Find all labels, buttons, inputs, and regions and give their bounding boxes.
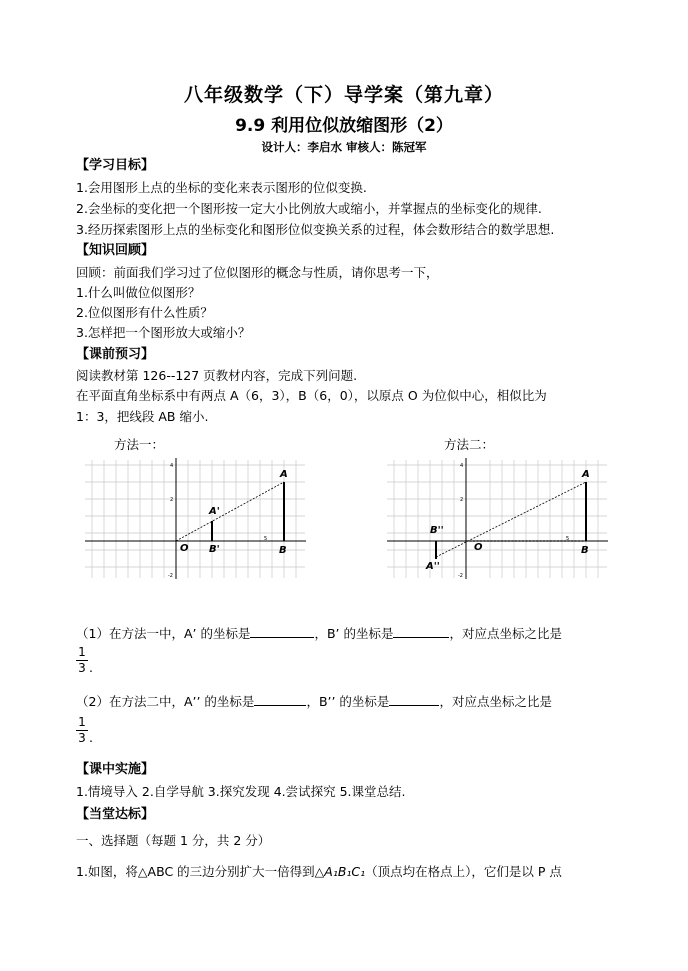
- y-tick-neg2: -2: [458, 573, 463, 579]
- point-b-label: B: [581, 545, 589, 556]
- goal-item: 1.会用图形上点的坐标的变化来表示图形的位似变换.: [76, 180, 367, 195]
- answer-blank-a-double-prime[interactable]: [254, 705, 306, 706]
- origin-label: O: [474, 542, 483, 553]
- practice-heading: 【当堂达标】: [76, 807, 155, 822]
- y-tick-2: 2: [170, 497, 174, 503]
- coordinate-graph-method-two: [382, 455, 612, 590]
- point-a-prime-label: A': [209, 506, 220, 517]
- method-one-label: 方法一：: [114, 437, 165, 452]
- preview-heading: 【课前预习】: [76, 347, 155, 362]
- y-tick-4: 4: [170, 463, 174, 469]
- answer-blank-b-prime[interactable]: [393, 637, 449, 638]
- goal-item: 2.会坐标的变化把一个图形按一定大小比例放大或缩小，并掌握点的坐标变化的规律.: [76, 201, 542, 216]
- lesson-subtitle: 9.9 利用位似放缩图形（2）: [235, 116, 453, 136]
- point-b-prime-label: B': [209, 544, 220, 555]
- fraction-period: .: [89, 730, 93, 745]
- practice-part: 一、选择题（每题 1 分，共 2 分）: [76, 833, 271, 848]
- y-tick-2: 2: [460, 497, 464, 503]
- ratio-fraction: 1 3: [76, 646, 88, 675]
- method-two-label: 方法二：: [444, 437, 495, 452]
- review-item: 3.怎样把一个图形放大或缩小？: [76, 325, 251, 340]
- x-tick-5: 5: [264, 536, 268, 542]
- lesson-heading: 【课中实施】: [76, 762, 155, 777]
- y-tick-neg2: -2: [168, 573, 173, 579]
- y-tick-4: 4: [460, 463, 464, 469]
- point-b-label: B: [279, 545, 287, 556]
- preview-line: 阅读教材第 126--127 页教材内容，完成下列问题.: [76, 368, 358, 383]
- x-tick-5: 5: [566, 536, 570, 542]
- goal-item: 3.经历探索图形上点的坐标变化和图形位似变换关系的过程，体会数形结合的数学思想.: [76, 222, 555, 237]
- answer-blank-a-prime[interactable]: [250, 637, 314, 638]
- origin-label: O: [180, 543, 189, 554]
- page-title: 八年级数学（下）导学案（第九章）: [183, 84, 504, 106]
- review-intro: 回顾：前面我们学习过了位似图形的概念与性质，请你思考一下，: [76, 265, 439, 280]
- question-two: （2）在方法二中，A’’ 的坐标是 ，B’’ 的坐标是 ，对应点坐标之比是: [76, 694, 552, 709]
- answer-blank-b-double-prime[interactable]: [389, 705, 439, 706]
- preview-line: 1：3，把线段 AB 缩小.: [76, 409, 209, 424]
- coordinate-graph-method-one: [80, 455, 310, 590]
- triangle-label: A₁B₁C₁: [324, 864, 366, 879]
- ratio-fraction: 1 3: [76, 716, 88, 745]
- review-item: 1.什么叫做位似图形？: [76, 285, 201, 300]
- point-a-double-prime-label: A'': [426, 561, 440, 572]
- review-heading: 【知识回顾】: [76, 243, 155, 258]
- lesson-steps: 1.情境导入 2.自学导航 3.探究发现 4.尝试探究 5.课堂总结.: [76, 784, 406, 799]
- point-b-double-prime-label: B'': [430, 525, 444, 536]
- goals-heading: 【学习目标】: [76, 158, 155, 173]
- point-a-label: A: [582, 469, 590, 480]
- preview-line: 在平面直角坐标系中有两点 A（6，3），B（6，0），以原点 O 为位似中心，相似比为: [76, 388, 547, 403]
- point-a-label: A: [280, 469, 288, 480]
- practice-question-one: 1.如图，将△ABC 的三边分别扩大一倍得到△A₁B₁C₁（顶点均在格点上），它们是以 P 点: [76, 864, 562, 879]
- authors-line: 设计人：李启水 审核人：陈冠军: [261, 140, 427, 154]
- question-one: （1）在方法一中，A’ 的坐标是 ，B’ 的坐标是 ，对应点坐标之比是: [76, 626, 562, 641]
- review-item: 2.位似图形有什么性质？: [76, 305, 213, 320]
- fraction-period: .: [89, 660, 93, 675]
